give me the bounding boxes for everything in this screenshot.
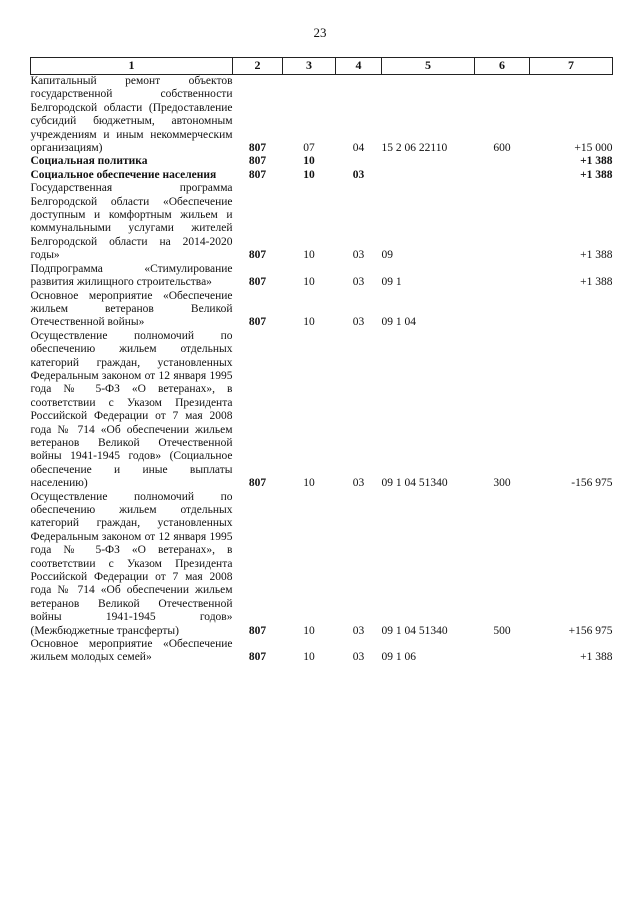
row-subsection: 04 [352, 142, 365, 155]
row-code-admin: 807 [248, 651, 267, 664]
col-header-3: 3 [283, 58, 336, 75]
row-expense-type: 500 [493, 624, 511, 637]
table-row [31, 330, 613, 491]
row-subsection: 03 [352, 276, 365, 289]
row-section: 07 [303, 142, 315, 155]
budget-table [30, 57, 613, 665]
table-row [31, 638, 613, 665]
row-subsection: 03 [352, 477, 365, 490]
row-name: Государственная программа Белгородской области «Обеспечение доступным и комфортным жильем и коммунальными услугами жителей Белгородской области на 2014-2020 годы» [30, 182, 233, 262]
row-subsection [336, 155, 382, 168]
row-expense-type [475, 182, 530, 262]
row-code-admin: 807 [248, 168, 267, 181]
row-amount: +156 975 [568, 624, 613, 637]
row-section: 10 [303, 477, 315, 490]
row-target-article [382, 155, 475, 168]
header-row [31, 58, 613, 75]
row-section: 10 [303, 155, 315, 168]
row-expense-type [475, 290, 530, 330]
col-header-5: 5 [382, 58, 475, 75]
row-amount: +1 388 [580, 276, 613, 289]
row-expense-type [475, 638, 530, 665]
row-section: 10 [303, 651, 315, 664]
table-row [31, 75, 613, 156]
row-expense-type [475, 155, 530, 168]
row-amount: -156 975 [571, 477, 613, 490]
col-header-7: 7 [530, 58, 613, 75]
row-target-article: 09 1 04 [381, 316, 416, 329]
row-name: Социальная политика [30, 155, 148, 168]
col-header-4: 4 [336, 58, 382, 75]
row-code-admin: 807 [248, 477, 267, 490]
row-subsection: 03 [352, 624, 365, 637]
row-subsection: 03 [352, 168, 365, 181]
table-row [31, 263, 613, 290]
row-code-admin: 807 [248, 624, 267, 637]
row-amount: +1 388 [580, 168, 613, 181]
row-section: 10 [303, 249, 315, 262]
row-target-article: 15 2 06 22110 [381, 142, 448, 155]
row-code-admin: 807 [248, 316, 267, 329]
row-code-admin: 807 [248, 155, 267, 168]
row-amount: +1 388 [580, 155, 613, 168]
row-name: Осуществление полномочий по обеспечению жильем отдельных категорий граждан, установленных Федеральным законом от 12 января 1995 года № 5-ФЗ «О ветеранах», в соответствии с Указом Президента Российской Федерации от 7 мая 2008 года № 714 «Об обеспечении жильем ветеранов Великой Отечественной войны 1941-1945 годов» (Межбюджетные трансферты) [30, 490, 233, 637]
row-name: Основное мероприятие «Обеспечение жильем ветеранов Великой Отечественной войны» [30, 289, 233, 329]
row-target-article: 09 1 [381, 276, 402, 289]
row-section: 10 [303, 276, 315, 289]
row-expense-type: 300 [493, 477, 511, 490]
row-subsection: 03 [352, 651, 365, 664]
row-section: 10 [303, 624, 315, 637]
page-number: 23 [313, 25, 327, 40]
row-expense-type [475, 263, 530, 290]
row-target-article: 09 [381, 249, 393, 262]
table-row [31, 290, 613, 330]
row-section: 10 [303, 168, 315, 181]
row-code-admin: 807 [248, 276, 267, 289]
row-amount [530, 290, 613, 330]
col-header-1: 1 [31, 58, 233, 75]
row-amount: +15 000 [574, 142, 613, 155]
table-row [31, 169, 613, 182]
row-amount: +1 388 [580, 249, 613, 262]
table-row [31, 182, 613, 262]
row-expense-type: 600 [493, 142, 511, 155]
row-code-admin: 807 [248, 249, 267, 262]
table-row [31, 491, 613, 638]
row-section: 10 [303, 316, 315, 329]
row-subsection: 03 [352, 316, 365, 329]
row-name: Основное мероприятие «Обеспечение жильем молодых семей» [30, 638, 233, 664]
row-subsection: 03 [352, 249, 365, 262]
row-amount: +1 388 [580, 651, 613, 664]
table-row [31, 155, 613, 168]
row-expense-type [475, 169, 530, 182]
row-name: Социальное обеспечение населения [30, 168, 217, 181]
row-target-article: 09 1 04 51340 [381, 624, 448, 637]
row-name: Осуществление полномочий по обеспечению жильем отдельных категорий граждан, установленных Федеральным законом от 12 января 1995 года № 5-ФЗ «О ветеранах», в соответствии с Указом Президента Российской Федерации от 7 мая 2008 года № 714 «Об обеспечении жильем ветеранов Великой Отечественной войны 1941-1945 годов» (Социальное обеспечение и иные выплаты населению) [30, 329, 233, 490]
row-target-article [382, 169, 475, 182]
row-name: Капитальный ремонт объектов государственной собственности Белгородской области (Предоставление субсидий бюджетным, автономным учреждениям и иным некоммерческим организациям) [30, 75, 233, 155]
row-target-article: 09 1 06 [381, 651, 416, 664]
row-target-article: 09 1 04 51340 [381, 477, 448, 490]
row-name: Подпрограмма «Стимулирование развития жилищного строительства» [30, 262, 233, 289]
col-header-2: 2 [233, 58, 283, 75]
row-code-admin: 807 [248, 142, 267, 155]
col-header-6: 6 [475, 58, 530, 75]
